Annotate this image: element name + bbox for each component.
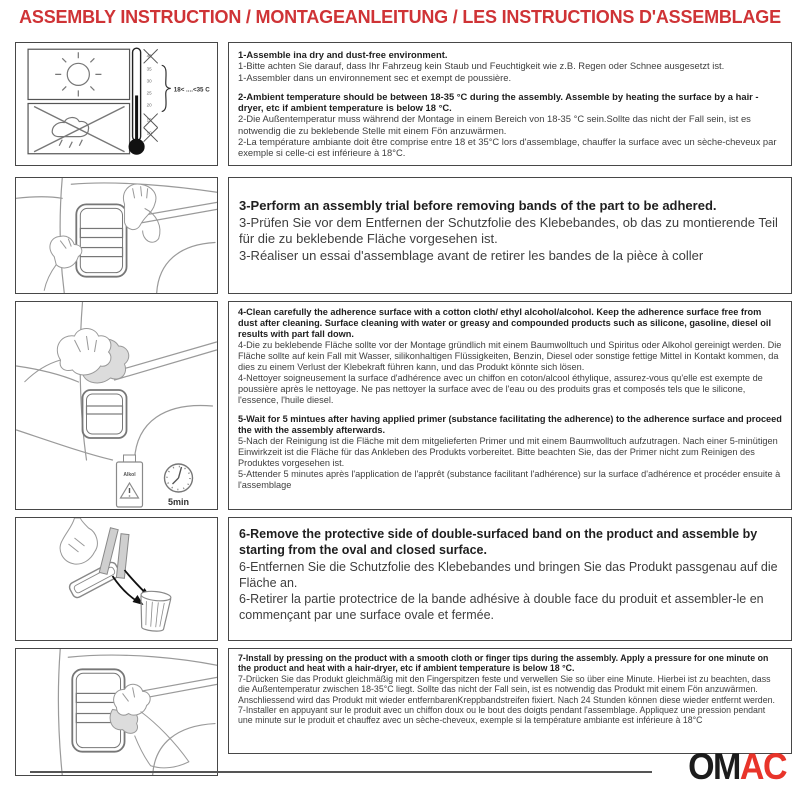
thermo-tick: 40 [146,53,152,59]
step-5-en: 5-Wait for 5 mintues after having applied primer (substance facilitating the adherence) to the adherence surface and proceed the with the assembly afterwards. [238,414,782,436]
thermo-tick: 20 [146,102,152,108]
step-3-block [239,198,781,264]
thermometer-icon [129,48,211,155]
clock-label: 5min [167,497,190,507]
step-2-de: 2-Die Außentemperatur muss während der Montage in einem Bereich von 18-35 °C sein.Sollte das nicht der Fall sein, ist es notwendig die zu beklebende Stelle mit einem Fön anzuwärmen. [238,113,751,136]
step-6-block [239,526,781,624]
trash-can-icon [137,590,171,632]
step-4-en: 4-Clean carefully the adherence surface with a cotton cloth/ ethyl alcohol/alcohol. Keep the adherence surface free from dust after cleaning. Surface cleaning with water or greasy and compounded products such as silicone, gasoline, diesel oil results with part fall down. [238,307,772,340]
thermo-tick: 25 [146,90,152,96]
step-7-de: 7-Drücken Sie das Produkt gleichmäßig mit den Fingerspitzen feste und verwellen Sie so über eine Minute. Hierbei ist zu beachten, dass die Außentemperatur zwischen 18-35°C liegt. Sollte das nicht der Fall sein, ist es notwendig das Produkt mit einem Fön anzuwärmen. Anschliessend wird das Produkt mit wieder entfernbarenKreppbandstreifen fixiert. Nach 24 Stunden können diese wieder entfernt werden. [238,673,775,705]
step-4-fr: 4-Nettoyer soigneusement la surface d'adhérence avec un chiffon en coton/alcool éthylique, assurez-vous qu'elle est exempte de poussière après le nettoyage. Ne pas nettoyer la surface avec de l'eau ou des produits gras et composés tels que le silicone, l'essence, l'huile diesel. [238,373,763,406]
range-brace [162,65,171,111]
sun-icon [55,52,101,96]
step-4-5-illustration-box [15,301,218,510]
step-2-en: 2-Ambient temperature should be between 18-35 °C during the assembly. Assemble by heating the surface by a hair -dryer, etc if ambient temperature is below 18 °C. [238,90,759,114]
omac-logo [688,746,786,788]
step-7-en: 7-Install by pressing on the product with a smooth cloth or finger tips during the assembly. Apply a pressure for one minute on the product and heat with a hair-dryer, etc if ambient temperature is below 18 °C. [238,653,769,674]
step-6-illustration-box [15,517,218,641]
step-4-de: 4-Die zu beklebende Fläche sollte vor der Montage gründlich mit einem Baumwolltuch und Spiritus oder Alkohol gereinigt werden. Die Fläche sollte auf kein Fall mit Wasser, silikonhaltigen Flüssigkeiten, Benzin, Diesel oder sonstige fettige Mittel in Kontakt kommen, da dies zu einem Verlust der Klebekraft führen kann, und das Produkt könnte sich lösen. [238,340,782,373]
trial-fit-illustration [16,178,217,293]
protective-strip [116,534,129,579]
step-5-de: 5-Nach der Reinigung ist die Fläche mit dem mitgelieferten Primer und mit einem Baumwolltuch aufzutragen. Nach einer 5-minütigen Einwirkzeit ist die Fläche für das Ankleben des Produkts vorbereitet. Bitte beachten Sie, das der Primer nicht zum Reinigen des Produktes vorgesehen ist. [238,436,778,469]
trim-part [83,390,127,438]
peeling-hand-icon [60,518,97,564]
step-1-fr: 1-Assembler dans un environnement sec et exempt de poussière. [238,71,512,83]
press-illustration [16,649,217,775]
step-5-fr: 5-Attender 5 minutes après l'application de l'apprêt (substance facilitant l'adhérence) sur la surface d'adhérence et procéder ensuite à l'assemblage [238,469,781,491]
clock-icon [165,464,193,507]
no-rain-icon [34,107,124,152]
step-2-block [238,91,782,159]
step-1-2-illustration-box [15,42,218,166]
thermo-tick: 30 [146,78,152,84]
step-5-block [238,414,782,491]
step-7-fr: 7-Installer en appuyant sur le produit avec un chiffon doux ou le bout des doigts pendant l'assemblage. Appliquez une pression pendant une minute sur le produit et chauffez avec un sèche-cheveux, exemple si la température ambiante est inférieure à 18°C [238,704,766,726]
step-1-2-text-box [228,42,792,166]
step-3-en: 3-Perform an assembly trial before removing bands of the part to be adhered. [239,198,717,213]
cleaning-illustration [16,302,217,509]
step-6-text-box [228,517,792,641]
logo-text-black: OM [688,746,740,788]
temp-range-label: 18< ....<35 C [173,86,210,94]
step-1-en: 1-Assemble ina dry and dust-free environment. [238,49,448,60]
alcohol-bottle-icon [117,455,143,507]
trim-part [68,561,121,600]
trim-part [76,204,126,276]
step-3-illustration-box [15,177,218,294]
peel-band-illustration [16,518,217,640]
logo-text-red: AC [739,746,786,788]
step-1-block [238,49,782,83]
step-4-5-text-box [228,301,792,510]
step-4-block [238,307,782,406]
step-6-en: 6-Remove the protective side of double-surfaced band on the product and assemble by starting from the oval and closed surface. [239,527,758,558]
step-3-fr: 3-Réaliser un essai d'assemblage avant de retirer les bandes de la pièce à coller [239,247,704,263]
step-2-fr: 2-La température ambiante doit être comprise entre 18 et 35°C lors d'assemblage, chauffer la surface avec un sèche-cheveux par exemple si celle-ci est inférieure à 18°C. [238,135,777,159]
thermo-tick: 35 [146,66,152,72]
step-7-block [238,653,782,726]
step-6-de: 6-Entfernen Sie die Schutzfolie des Klebebandes und bringen Sie das Produkt passgenau auf die Fläche an. [239,559,778,590]
thermo-tick: 15 [146,117,152,123]
bottle-label: Alkol [123,472,136,478]
page-title: ASSEMBLY INSTRUCTION / MONTAGEANLEITUNG / LES INSTRUCTIONS D'ASSEMBLAGE [19,7,781,27]
car-body-lines [17,302,217,460]
step-7-text-box [228,648,792,754]
step-6-fr: 6-Retirer la partie protectrice de la bande adhésive à double face du produit et assembler-le en commençant par une surface ovale et fermée. [239,592,764,623]
thermo-tick: 10 [146,130,152,136]
step-7-illustration-box [15,648,218,776]
car-body-lines [16,178,217,293]
step-1-de: 1-Bitte achten Sie darauf, dass Ihr Fahrzeug kein Staub und Feuchtigkeit wie z.B. Regen oder Schnee ausgesetzt ist. [238,60,725,72]
step-3-text-box [228,177,792,294]
footer-rule [30,771,652,773]
environment-temperature-illustration [16,43,217,165]
step-3-de: 3-Prüfen Sie vor dem Entfernen der Schutzfolie des Klebebandes, ob das zu montierende Teil für die zu beklebende Fläche vorgesehen ist. [239,214,778,246]
